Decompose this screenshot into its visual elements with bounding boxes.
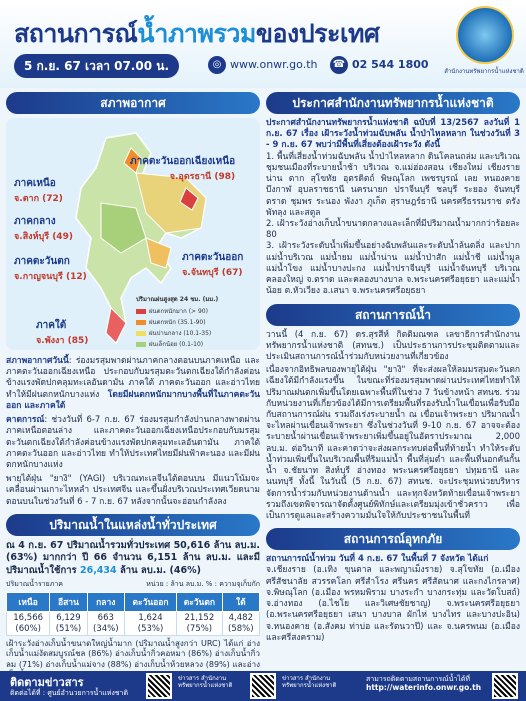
footer-site-label: สามารถติดตามสถานการณ์น้ำได้ที่ http://waterinfo.onwr.go.th <box>366 675 482 693</box>
right-column <box>266 92 520 644</box>
water-summary: ณ 4 ก.ย. 67 ปริมาณน้ำรวมทั่วประเทศ 50,616 ล้าน ลบ.ม. (63%) มากกว่า ปี 66 จำนวน 6,151 ล้าน ลบ.ม. และมีปริมาณน้ำใช้การ 26,434 ล้าน ลบ.ม. (46%) <box>6 539 260 576</box>
table-cell: 16,566 (60%) <box>7 612 50 635</box>
report-date: 5 ก.ย. 67 เวลา 07.00 น. <box>14 54 179 78</box>
announcement-lead: ประกาศสำนักงานทรัพยากรน้ำแห่งชาติ ฉบับที่ 13/2567 ลงวันที่ 1 ก.ย. 67 เรื่อง เฝ้าระวังน้ำท่วมฉับพลัน น้ำป่าไหลหลาก ในช่วงวันที่ 3 - 9 ก.ย. 67 พบว่ามีพื้นที่เสี่ยงต้องเฝ้าระวัง ดังนี้ <box>266 118 520 151</box>
onwr-logo <box>456 6 514 64</box>
qr-code-1[interactable] <box>146 673 172 699</box>
water-situation-p1: วานนี้ (4 ก.ย. 67) ดร.สุรสีห์ กิตติมณฑล เลขาธิการสำนักงานทรัพยากรน้ำแห่งชาติ (สทนช.) เป็นประธานการประชุมติดตามและประเมินสถานการณ์น้ำร่วมกับหน่วยงานที่เกี่ยวข้อง <box>266 329 520 362</box>
announcement-heading: ประกาศสำนักงานทรัพยากรน้ำแห่งชาติ <box>266 92 520 114</box>
region-north: ภาคเหนือ จ.ตาก (72) <box>14 178 63 204</box>
left-column <box>6 92 260 681</box>
page-title <box>14 14 379 54</box>
legend-title: ปริมาณฝนสูงสุด 24 ชม. (มม.) <box>136 296 219 303</box>
globe-icon: ◎ <box>208 56 226 74</box>
table-cell: 4,482 (58%) <box>222 612 259 635</box>
qr-label-2: ข่าวสาร สำนักงานทรัพยากรน้ำแห่งชาติ <box>282 675 337 690</box>
website-text: www.onwr.go.th <box>230 58 318 71</box>
regional-water-table <box>6 592 260 635</box>
weather-heading: สภาพอากาศ <box>6 92 260 114</box>
legend-item: ฝนตกหนักมาก (> 90) <box>136 306 244 316</box>
col-header: กลาง <box>87 593 124 612</box>
water-situation-p2: เนื่องจากอิทธิพลของพายุไต้ฝุ่น "ยางิ" ที่จะส่งผลให้ลมมรสุมตะวันตกเฉียงใต้มีกำลังแรงขึ้น ในขณะที่ร่องมรสุมพาดผ่านประเทศไทยทำให้ปริมาณฝนตกเพิ่มขึ้นโดยเฉพาะพื้นที่ในช่วง 7 วันข้างหน้า สทนช. ร่วมกับหน่วยงานที่เกี่ยวข้องได้มีการเตรียมพื้นที่รองรับน้ำในเขื่อนเพื่อรับมือกับสถานการณ์ฝน รวมถึงเร่งระบายน้ำ ณ เขื่อนเจ้าพระยา ปริมาณน้ำจะไหลผ่านเขื่อนเจ้าพระยา ซึ่งในช่วงวันที่ 9-10 ก.ย. 67 อาจจะต้องระบายน้ำผ่านเขื่อนเจ้าพระยาเพิ่มขึ้นอยู่ในอัตราประมาณ 2,000 ลบ.ม. ต่อวินาที และคาดว่าจะส่งผลกระทบต่อพื้นที่ท้ายน้ำ ทำให้ระดับน้ำท่วมเพิ่มขึ้นในบริเวณพื้นที่ริมแม่น้ำ พื้นที่ลุ่มต่ำ และพื้นที่นอกคันกั้นน้ำ จ.ชัยนาท สิงห์บุรี อ่างทอง พระนครศรีอยุธยา ปทุมธานี และนนทบุรี ทั้งนี้ ในวันนี้ (5 ก.ย. 67) สทนช. จะประชุมหน่วยบริหารจัดการน้ำร่วมกับหน่วยงานด้านน้ำ และทุกจังหวัดท้ายเขื่อนเจ้าพระยารวมถึงเขตพิจารณาจัดตั้งศูนย์พิทักษ์และเตรียมมุ่งเข้าชั่วคราว เพื่อเป็นการดูแลและสร้างความมั่นใจให้กับประชาชนในพื้นที่ <box>266 365 520 521</box>
water-sources-heading: ปริมาณน้ำในแหล่งน้ำทั่วประเทศ <box>6 514 260 536</box>
header <box>0 0 526 88</box>
col-header: ตะวันออก <box>124 593 176 612</box>
footer <box>0 671 526 701</box>
footer-contact: ติดต่อได้ที่ : ศูนย์อำนวยการน้ำแห่งชาติ <box>10 689 129 697</box>
legend-item: ฝนตกหนัก (35.1-90) <box>136 317 244 327</box>
weather-forecast: คาดการณ์: ช่วงวันที่ 6-7 ก.ย. 67 ร่องมรสุมกำลังปานกลางพาดผ่านภาคเหนือตอนล่าง และภาคตะวันออกเฉียงเหนือประกอบกับมรสุมตะวันตกเฉียงใต้กำลังค่อนข้างแรงพัดปกคลุมทะเลอันดามัน ภาคใต้ ภาคตะวันออก และอ่าวไทย ทำให้ประเทศไทยมีฝนฟ้าคะนอง และมีฝนตกหนักบางแห่ง <box>6 415 260 470</box>
title-part-a: สถานการณ์ <box>14 19 138 48</box>
weather-map <box>6 118 260 350</box>
rain-legend <box>136 294 244 350</box>
water-situation-heading: สถานการณ์น้ำ <box>266 304 520 326</box>
title-part-c: ของประเทศ <box>255 19 380 48</box>
region-south: ภาคใต้ จ.พังงา (85) <box>36 320 89 346</box>
phone-icon: ☎ <box>330 56 348 74</box>
reservoir-note: เฝ้าระวังอ่างเก็บน้ำขนาดใหญ่น้ำมาก (ปริมาณน้ำสูงกว่า URC) ได้แก่ อ่างเก็บน้ำแม่งัดสมบูรณ์ชล (86%) อ่างเก็บน้ำกิ่วคอหมา (86%) อ่างเก็บน้ำกิ่วลม (71%) อ่างเก็บน้ำแม่จาง (88%) อ่างเก็บน้ำห้วยหลวง (89%) และอ่าง <box>6 638 260 669</box>
col-header: ใต้ <box>222 593 259 612</box>
region-northeast: ภาคตะวันออกเฉียงเหนือ จ.อุดรธานี (98) <box>130 156 236 182</box>
announcement-item-2: 2. เฝ้าระวังอ่างเก็บน้ำขนาดกลางและเล็กที่มีปริมาณน้ำมากกว่าร้อยละ 80 <box>266 218 520 241</box>
website-link[interactable] <box>208 56 317 74</box>
table-caption-row <box>6 579 260 590</box>
disaster-text: จ.เชียงราย (อ.เทิง ขุนตาล และพญาเม็งราย) จ.สุโขทัย (อ.เมืองศรีสัชนาลัย สวรรคโลก ศรีสำโรง ศรีนคร ศรีสัตนาศ และกงไกรลาศ) จ.พิษณุโลก (อ.เมือง พรหมพิราม บางระกำ บางกระทุ่ม และวัดโบสถ์) จ.อ่างทอง (อ.ไชโย และวิเศษชัยชาญ) จ.พระนครศรีอยุธยา (อ.พระนครศรีอยุธยา เสนา บางบาล ผักไห่ บางไทร และบางปะอิน) จ.หนองคาย (อ.สังคม ท่าบ่อ และรัตนวาปี) และ จ.นครพนม (อ.เมือง และศรีสงคราม) <box>266 565 520 643</box>
disaster-heading: สถานการณ์อุทกภัย <box>266 528 520 550</box>
table-caption: ปริมาณน้ำรายภาค <box>6 580 63 589</box>
region-west: ภาคตะวันตก จ.กาญจนบุรี (12) <box>14 256 87 282</box>
qr-code-2[interactable] <box>250 673 276 699</box>
qr-label-1: ข่าวสาร สำนักงานทรัพยากรน้ำแห่งชาติ <box>178 675 233 690</box>
col-header: ตะวันตก <box>177 593 223 612</box>
col-header: อีสาน <box>50 593 87 612</box>
table-cell: 6,129 (51%) <box>50 612 87 635</box>
announcement-item-1: 1. พื้นที่เสี่ยงน้ำท่วมฉับพลัน น้ำป่าไหลหลาก ดินโคลนถล่ม และบริเวณชุมชนเมืองที่ระบายน้ำช้า บริเวณ จ.แม่ฮ่องสอน เชียงใหม่ เชียงราย น่าน ตาก สุโขทัย อุตรดิตถ์ พิษณุโลก เพชรบูรณ์ เลย หนองคาย บึงกาฬ อุบลราชธานี นครนายก ปราจีนบุรี ชลบุรี ระยอง จันทบุรี ตราด ชุมพร ระนอง พังงา ภูเก็ต สุราษฎร์ธานี นครศรีธรรมราช ตรัง พัทลุง และสตูล <box>266 151 520 218</box>
legend-item: ฝนเล็กน้อย (0.1-10) <box>136 339 244 349</box>
col-header: เหนือ <box>7 593 50 612</box>
table-unit: หน่วย : ล้าน ลบ.ม. % : ความจุเก็บกัก <box>146 580 260 589</box>
disaster-lead: สถานการณ์น้ำท่วม วันที่ 4 ก.ย. 67 ในพื้นที่ 7 จังหวัด ได้แก่ <box>266 554 489 565</box>
waterinfo-link[interactable]: http://waterinfo.onwr.go.th <box>366 683 482 693</box>
footer-title: ติดตามข่าวสาร <box>10 676 84 689</box>
phone-contact[interactable] <box>330 56 429 74</box>
legend-item: ฝนปานกลาง (10.1-35) <box>136 328 244 338</box>
weather-today: สภาพอากาศวันนี้: ร่องมรสุมพาดผ่านภาคกลางตอนบนภาคเหนือ และภาคตะวันออกเฉียงเหนือ ประกอบกับมรสุมตะวันตกเฉียงใต้กำลังค่อนข้างแรงพัดปกคลุมทะเลอันดามัน ภาคใต้ ภาคตะวันออก และอ่าวไทยทำให้มีฝนตกหนักบางแห่ง โดยมีฝนตกหนักมากบางพื้นที่ในภาคตะวันออก และภาคใต้ <box>6 356 260 411</box>
qr-code-3[interactable] <box>492 673 518 699</box>
region-central: ภาคกลาง จ.สิงห์บุรี (49) <box>14 216 73 242</box>
title-part-b: น้ำภาพรวม <box>137 19 256 48</box>
phone-text: 02 544 1800 <box>352 58 429 71</box>
storm-note: พายุไต้ฝุ่น "ยางิ" (YAGI) บริเวณทะเลจีนใต้ตอนบน มีแนวโน้มจะเคลื่อนผ่านเกาะไหหลำ ประเทศจีน และขึ้นฝั่งบริเวณประเทศเวียดนามตอนบนในช่วงวันที่ 6 - 7 ก.ย. 67 หลังจากนั้นจะอ่อนกำลังลง <box>6 474 260 507</box>
table-cell: 1,624 (53%) <box>124 612 176 635</box>
region-east: ภาคตะวันออก จ.จันทบุรี (67) <box>182 252 244 278</box>
announcement-item-3: 3. เฝ้าระวังระดับน้ำเพิ่มขึ้นอย่างฉับพลันและระดับน้ำล้นตลิ่ง และปากแม่น้ำบริเวณ แม่น้ำยม แม่น้ำน่าน แม่น้ำป่าสัก แม่น้ำชี แม่น้ำมูล แม่น้ำโขง แม่น้ำบางปะกง แม่น้ำปราจีนบุรี แม่น้ำจันทบุรี บริเวณ คลองใหญ่ จ.ตราด และคลองบางบาล จ.พระนครศรีอยุธยา และแม่น้ำน้อย ต.หัวเวียง อ.เสนา จ.พระนครศรีอยุธยา <box>266 241 520 297</box>
logo-caption: สำนักงานทรัพยากรน้ำแห่งชาติ <box>444 68 524 75</box>
table-cell: 21,152 (75%) <box>177 612 223 635</box>
table-cell: 663 (34%) <box>87 612 124 635</box>
